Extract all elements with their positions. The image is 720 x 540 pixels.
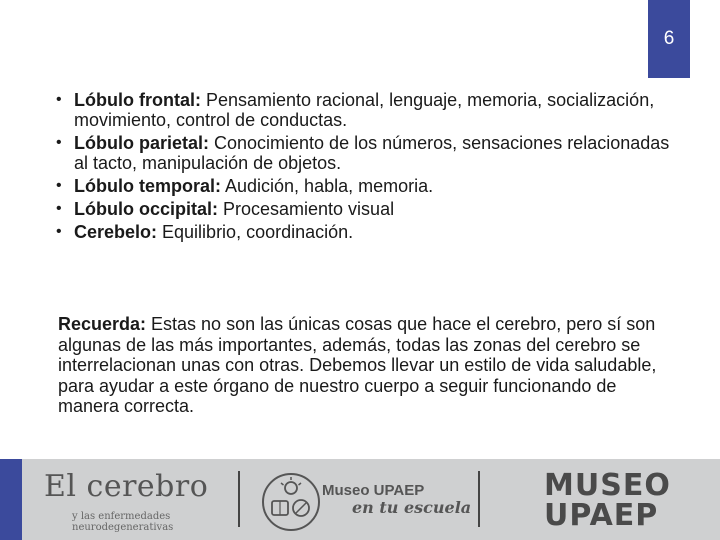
footer-banner bbox=[0, 459, 720, 540]
bullet-text: Pensamiento racional, lenguaje, memoria, socialización, movimiento, control de conductas. bbox=[74, 90, 655, 130]
museo-logo-line: MUSEO bbox=[544, 468, 671, 503]
footer-divider bbox=[478, 471, 480, 527]
logo-title: El cerebro bbox=[44, 469, 209, 504]
list-item bbox=[56, 133, 676, 173]
bullet-term: Lóbulo occipital: bbox=[74, 199, 218, 219]
bullet-icon: • bbox=[56, 177, 62, 194]
logo-subtitle-line: y las enfermedades bbox=[72, 511, 171, 522]
footer-divider bbox=[238, 471, 240, 527]
list-item bbox=[56, 90, 676, 130]
page-number-badge bbox=[648, 0, 690, 78]
logo-subtitle-line: neurodegenerativas bbox=[72, 522, 174, 533]
reminder-text: Estas no son las únicas cosas que hace el cerebro, pero sí son algunas de las más importantes, además, todas las zonas del cerebro se interrelacionan unas con otras. Debemos llevar un estilo de vida saludable, para ayudar a este órgano de nuestro cuerpo a seguir funcionando de manera correcta. bbox=[58, 314, 657, 416]
el-cerebro-logo bbox=[44, 471, 214, 531]
bullet-term: Lóbulo parietal: bbox=[74, 133, 209, 153]
museo-escuela-emblem-icon bbox=[260, 471, 322, 533]
bullet-text: Conocimiento de los números, sensaciones relacionadas al tacto, manipulación de objetos. bbox=[74, 133, 670, 173]
list-item bbox=[56, 176, 676, 196]
reminder-paragraph bbox=[58, 314, 670, 417]
bullet-text: Audición, habla, memoria. bbox=[221, 176, 434, 196]
bullet-term: Lóbulo temporal: bbox=[74, 176, 221, 196]
list-item bbox=[56, 199, 676, 219]
bullet-term: Lóbulo frontal: bbox=[74, 90, 201, 110]
bullet-text: Equilibrio, coordinación. bbox=[157, 222, 354, 242]
bullet-icon: • bbox=[56, 200, 62, 217]
bullet-icon: • bbox=[56, 134, 62, 151]
footer-accent-stripe bbox=[0, 459, 22, 540]
museo-logo-line: UPAEP bbox=[544, 498, 659, 533]
lobe-function-list bbox=[56, 90, 676, 245]
museo-en-tu-escuela-logo bbox=[322, 483, 472, 517]
bullet-term: Cerebelo: bbox=[74, 222, 158, 242]
museo-upaep-logo bbox=[544, 468, 674, 533]
bullet-icon: • bbox=[56, 223, 62, 240]
bullet-icon: • bbox=[56, 91, 62, 108]
page-number: 6 bbox=[663, 28, 675, 49]
logo-subtitle bbox=[72, 511, 173, 533]
reminder-term: Recuerda: bbox=[58, 314, 147, 334]
bullet-text: Procesamiento visual bbox=[218, 199, 395, 219]
list-item bbox=[56, 222, 676, 242]
museo-escuela-tagline: en tu escuela bbox=[352, 498, 472, 517]
museo-escuela-title: Museo UPAEP bbox=[322, 482, 425, 499]
